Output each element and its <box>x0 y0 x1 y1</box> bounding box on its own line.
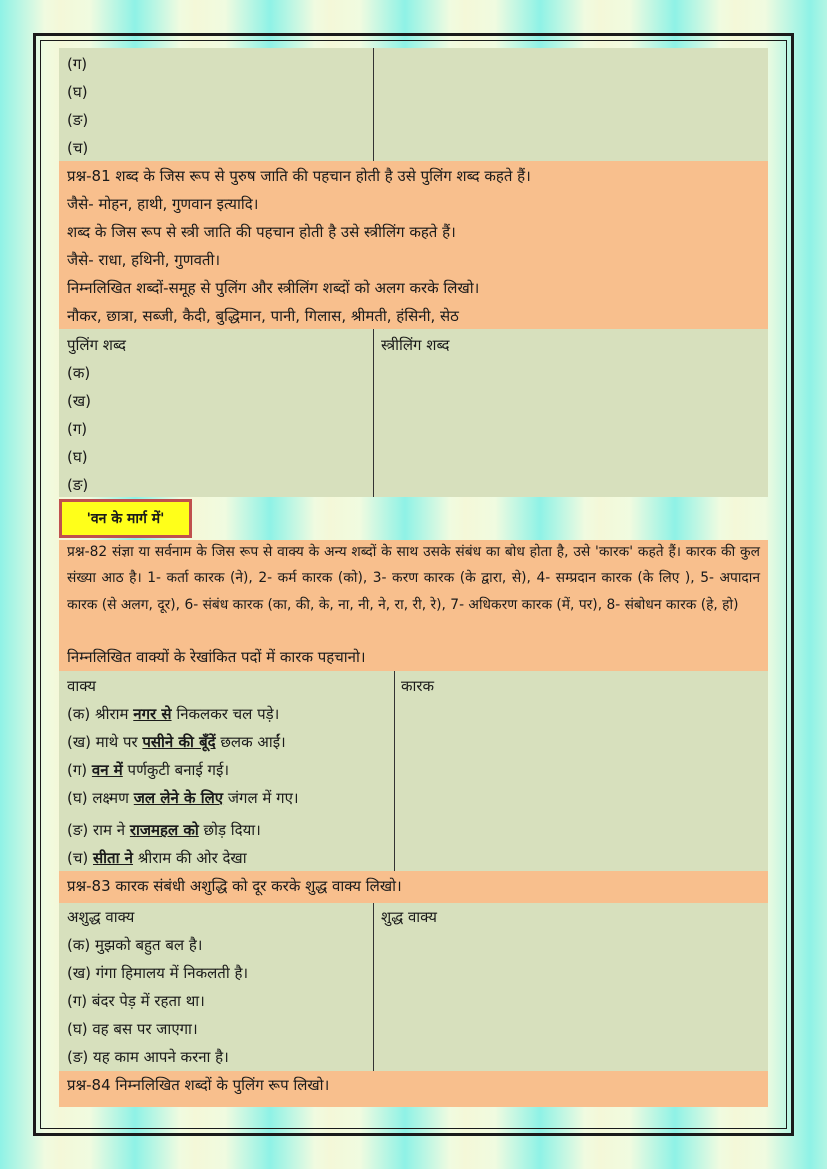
table-3-divider <box>394 671 395 871</box>
sentence-text: (क) श्रीराम <box>67 705 134 723</box>
table-4 <box>59 903 768 1071</box>
table-row: (क) <box>67 364 91 382</box>
sentence-text: (ख) माथे पर <box>67 733 143 751</box>
table-row <box>67 848 247 868</box>
table-row: (ख) <box>67 392 91 410</box>
table-row: (ख) गंगा हिमालय में निकलती है। <box>67 964 249 982</box>
table-row: (घ) <box>67 83 88 101</box>
table-row <box>67 788 299 808</box>
sentence-text: (ङ) राम ने <box>67 821 130 839</box>
table-row: (क) मुझको बहुत बल है। <box>67 936 203 954</box>
table-row <box>67 704 279 724</box>
table-2 <box>59 329 768 497</box>
q84-text: प्रश्न-84 निम्नलिखित शब्दों के पुलिंग रूप लिखो। <box>67 1076 330 1094</box>
column-header: शुद्ध वाक्य <box>381 908 437 926</box>
underlined-word: जल लेने के लिए <box>133 789 224 807</box>
underlined-word: सीता ने <box>93 849 134 867</box>
sentence-text: निकलकर चल पड़े। <box>171 705 280 723</box>
column-header: पुलिंग शब्द <box>67 336 126 354</box>
table-row <box>67 732 286 752</box>
sentence-text: पर्णकुटी बनाई गई। <box>122 761 230 779</box>
sentence-text: (च) <box>67 849 93 867</box>
table-row: (घ) <box>67 448 88 466</box>
q81-line: नौकर, छात्रा, सब्जी, कैदी, बुद्धिमान, पानी, गिलास, श्रीमती, हंसिनी, सेठ <box>67 307 459 325</box>
table-1-divider <box>373 48 374 161</box>
sentence-text: छलक आईं। <box>215 733 286 751</box>
column-header: स्त्रीलिंग शब्द <box>381 336 450 354</box>
underlined-word: नगर से <box>133 705 172 723</box>
underlined-word: वन में <box>91 761 123 779</box>
q83-text: प्रश्न-83 कारक संबंधी अशुद्धि को दूर करके शुद्ध वाक्य लिखो। <box>67 877 402 895</box>
table-row: (ङ) <box>67 476 89 494</box>
q81-line: प्रश्न-81 शब्द के जिस रूप से पुरुष जाति की पहचान होती है उसे पुलिंग शब्द कहते हैं। <box>67 167 531 185</box>
sentence-text: (घ) लक्ष्मण <box>67 789 134 807</box>
sentence-text: श्रीराम की ओर देखा <box>133 849 247 867</box>
table-2-divider <box>373 329 374 497</box>
q82-instruction: निम्नलिखित वाक्यों के रेखांकित पदों में कारक पहचानो। <box>67 648 366 666</box>
question-81-block <box>59 161 768 329</box>
q82-paragraph: प्रश्न-82 संज्ञा या सर्वनाम के जिस रूप से वाक्य के अन्य शब्दों के साथ उसके संबंध का बोध होता है, उसे 'कारक' कहते हैं। कारक की कुल संख्या आठ है। 1- कर्ता कारक (ने), 2- कर्म कारक (को), 3- करण कारक (के द्वारा, से), 4- सम्प्रदान कारक (के लिए ), 5- अपादान कारक (से अलग, दूर), 6- संबंध कारक (का, की, के, ना, नी, ने, रा, री, रे), 7- अधिकरण कारक (में, पर), 8- संबोधन कारक (हे, हो) <box>67 544 760 613</box>
table-row <box>67 760 229 780</box>
column-header: वाक्य <box>67 677 96 695</box>
q81-line: शब्द के जिस रूप से स्त्री जाति की पहचान होती है उसे स्त्रीलिंग कहते हैं। <box>67 223 456 241</box>
table-row: (ग) <box>67 55 88 73</box>
underlined-word: राजमहल को <box>129 821 199 839</box>
table-row: (ङ) <box>67 111 89 129</box>
underlined-word: पसीने की बूँदें <box>142 733 216 751</box>
column-header: कारक <box>401 677 435 695</box>
table-row <box>67 820 261 840</box>
question-83-block <box>59 871 768 903</box>
q81-line: जैसे- राधा, हथिनी, गुणवती। <box>67 251 221 269</box>
table-1 <box>59 48 768 161</box>
sentence-text: छोड़ दिया। <box>198 821 261 839</box>
question-82-block <box>59 540 768 671</box>
table-row: (ङ) यह काम आपने करना है। <box>67 1048 229 1066</box>
table-3 <box>59 671 768 871</box>
sentence-text: (ग) <box>67 761 92 779</box>
sentence-text: जंगल में गए। <box>223 789 299 807</box>
table-row: (ग) <box>67 420 88 438</box>
q81-line: निम्नलिखित शब्दों-समूह से पुलिंग और स्त्रीलिंग शब्दों को अलग करके लिखो। <box>67 279 480 297</box>
table-row: (घ) वह बस पर जाएगा। <box>67 1020 198 1038</box>
q81-line: जैसे- मोहन, हाथी, गुणवान इत्यादि। <box>67 195 259 213</box>
table-row: (ग) बंदर पेड़ में रहता था। <box>67 992 205 1010</box>
table-4-divider <box>373 903 374 1071</box>
table-row: (च) <box>67 139 89 157</box>
section-title: 'वन के मार्ग में' <box>59 499 192 538</box>
question-84-block <box>59 1071 768 1107</box>
column-header: अशुद्ध वाक्य <box>67 908 135 926</box>
